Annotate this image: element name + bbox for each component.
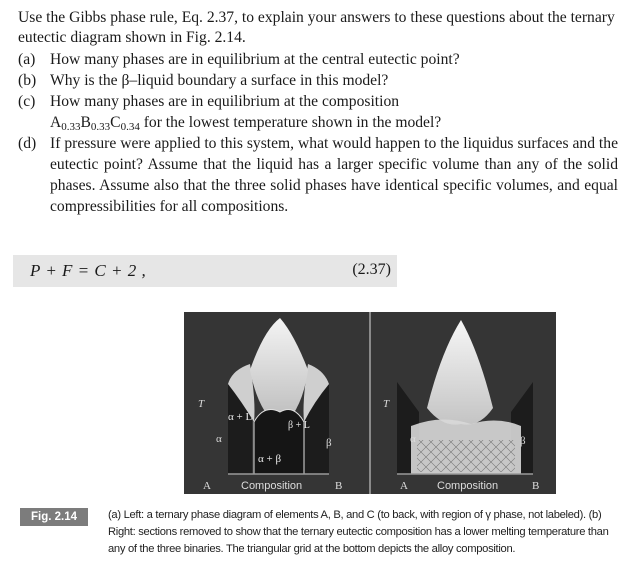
beta-label: β [326, 437, 332, 449]
question-text-pre: How many phases are in equilibrium at the composition [50, 93, 400, 110]
question-text: Why is the β–liquid boundary a surface in this model? [50, 72, 389, 89]
alpha-liquid-label: α + L [228, 411, 253, 423]
composition-b: 0.33 [90, 121, 111, 133]
right-A-label: A [400, 480, 408, 492]
right-composition-label: Composition [437, 480, 499, 492]
question-a [18, 49, 618, 70]
right-B-label: B [532, 480, 540, 492]
equation-box [13, 255, 397, 287]
beta-liquid-label: β + L [288, 420, 310, 431]
left-panel-image [184, 312, 369, 494]
question-text-post: for the lowest temperature shown in the model? [139, 114, 442, 131]
composition-formula: $A_{0.33}B_{0.33}C_{0.34}$ [50, 114, 140, 133]
right-T-label: T [383, 398, 390, 410]
left-B-label: B [335, 480, 343, 492]
figure-2-14 [184, 312, 556, 494]
question-d [18, 133, 618, 217]
composition-c: 0.34 [120, 121, 140, 133]
composition-grid [417, 440, 515, 472]
equation-number: (2.37) [352, 261, 391, 278]
question-label: (a) [18, 51, 36, 68]
question-c [18, 91, 618, 133]
question-b [18, 70, 618, 91]
alpha-beta-label: α + β [258, 453, 282, 465]
intro-paragraph: Use the Gibbs phase rule, Eq. 2.37, to explain your answers to these questions about the ternary eutectic diagram shown in Fig. 2.14. [18, 9, 615, 46]
left-A-label: A [203, 480, 211, 492]
figure-tag: Fig. 2.14 [20, 508, 88, 526]
question-text: How many phases are in equilibrium at the central eutectic point? [50, 51, 460, 68]
left-composition-label: Composition [241, 480, 303, 492]
liquidus-surface-shape [427, 320, 493, 425]
gibbs-phase-rule-equation: P + F = C + 2 , [30, 261, 147, 280]
question-text [50, 91, 618, 133]
question-label: (c) [18, 93, 36, 110]
alpha-label: α [216, 433, 222, 445]
question-list [18, 49, 618, 217]
question-text: If pressure were applied to this system, what would happen to the liquidus surfaces and the eutectic point? Assume that the liquid has a larger specific volume than any of the solid phases. Assume also that the three solid phases have identical specific volumes, and equal compressibilities for all compositions. [50, 135, 618, 215]
figure-caption: (a) Left: a ternary phase diagram of elements A, B, and C (to back, with region of γ phase, not labeled). (b) Right: sections removed to show that the ternary eutectic composition has a lower melting temperature than any of the three binaries. The triangular grid at the bottom depicts the alloy composition. [108, 509, 609, 555]
composition-a: 0.33 [61, 121, 81, 133]
right-beta-label: β [520, 435, 526, 447]
question-label: (d) [18, 135, 37, 152]
right-panel-image [371, 312, 556, 494]
question-label: (b) [18, 72, 37, 89]
right-alpha-label: α [410, 433, 416, 445]
left-T-label: T [198, 398, 205, 410]
